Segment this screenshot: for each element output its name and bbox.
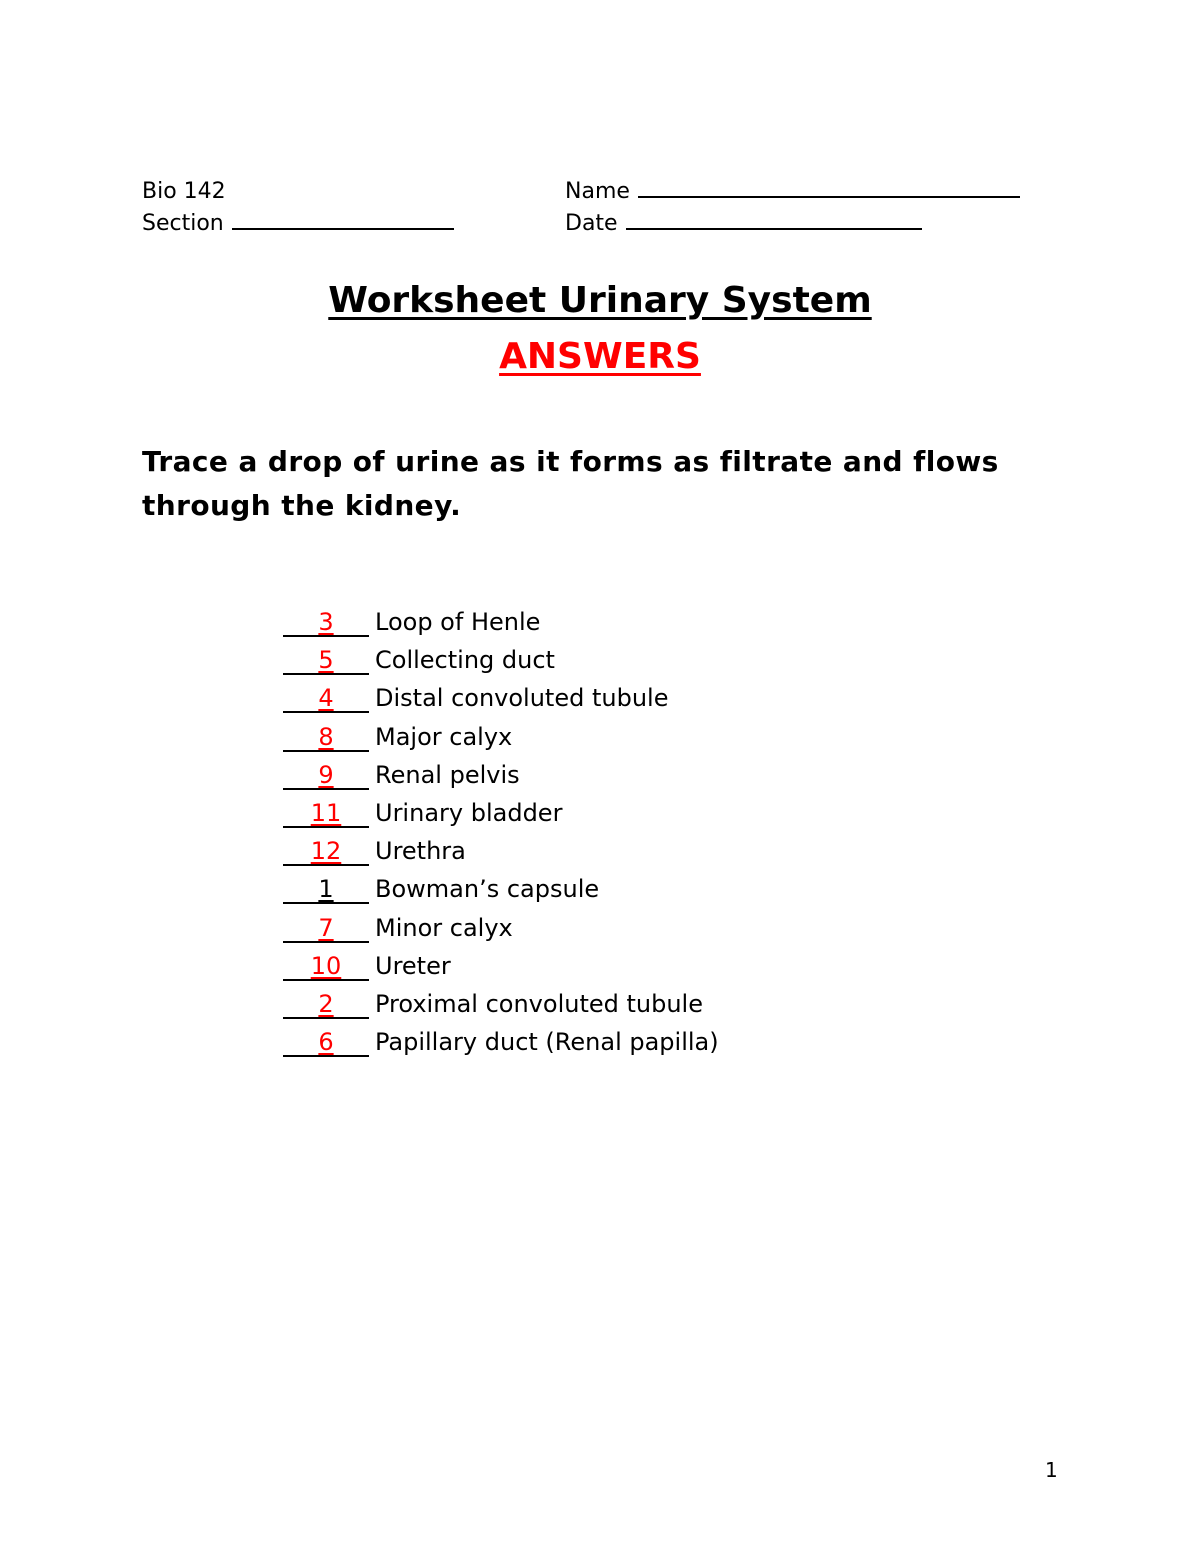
page-number: 1 [1045,1458,1058,1482]
list-item [283,909,719,947]
answer-blank[interactable] [283,1029,369,1057]
name-blank[interactable] [638,178,1020,198]
answer-number: 5 [318,646,334,675]
answer-number: 2 [318,989,334,1018]
list-item [283,679,719,717]
course-name: Bio 142 [142,179,226,204]
list-item [283,641,719,679]
answer-number: 9 [318,760,334,789]
answer-number: 3 [318,608,334,636]
item-label: Collecting duct [375,646,555,675]
list-item [283,794,719,832]
list-item [283,832,719,870]
answer-blank[interactable] [283,915,369,943]
answer-number: 6 [318,1028,334,1057]
answer-blank[interactable] [283,609,369,637]
item-label: Renal pelvis [375,760,520,789]
item-label: Urethra [375,837,466,866]
list-item [283,1023,719,1061]
list-item [283,718,719,756]
section-field [142,209,454,239]
list-item [283,870,719,908]
answer-blank[interactable] [283,991,369,1019]
list-item [283,603,719,641]
answer-blank[interactable] [283,685,369,713]
item-label: Loop of Henle [375,608,541,636]
answer-blank[interactable] [283,762,369,790]
item-label: Proximal convoluted tubule [375,989,703,1018]
name-label: Name [565,179,630,204]
answer-number: 4 [318,684,334,713]
answers-heading: ANSWERS [499,336,701,377]
instructions-text: Trace a drop of urine as it forms as filtrate and flows through the kidney. [142,445,999,522]
item-label: Major calyx [375,722,513,751]
list-item [283,947,719,985]
course-label [142,177,226,207]
answer-number: 10 [310,951,342,980]
item-label: Distal convoluted tubule [375,684,669,713]
answer-blank[interactable] [283,953,369,981]
item-label: Minor calyx [375,913,513,942]
item-label: Urinary bladder [375,798,563,827]
item-label: Papillary duct (Renal papilla) [375,1028,719,1057]
section-label: Section [142,211,224,236]
page-title: Worksheet Urinary System [328,280,872,321]
list-item [283,756,719,794]
answer-number: 11 [310,798,342,827]
answer-number: 1 [318,875,334,904]
list-item [283,985,719,1023]
answer-blank[interactable] [283,838,369,866]
name-field [565,177,1020,207]
date-field [565,209,922,239]
section-blank[interactable] [232,210,454,230]
answer-number: 12 [310,837,342,866]
date-blank[interactable] [626,210,922,230]
answer-blank[interactable] [283,800,369,828]
answer-blank[interactable] [283,724,369,752]
item-label: Ureter [375,951,451,980]
item-label: Bowman’s capsule [375,875,600,904]
answer-number: 7 [318,913,334,942]
date-label: Date [565,211,618,236]
answer-blank[interactable] [283,876,369,904]
answer-list [283,603,719,1061]
answer-blank[interactable] [283,647,369,675]
answer-number: 8 [318,722,334,751]
